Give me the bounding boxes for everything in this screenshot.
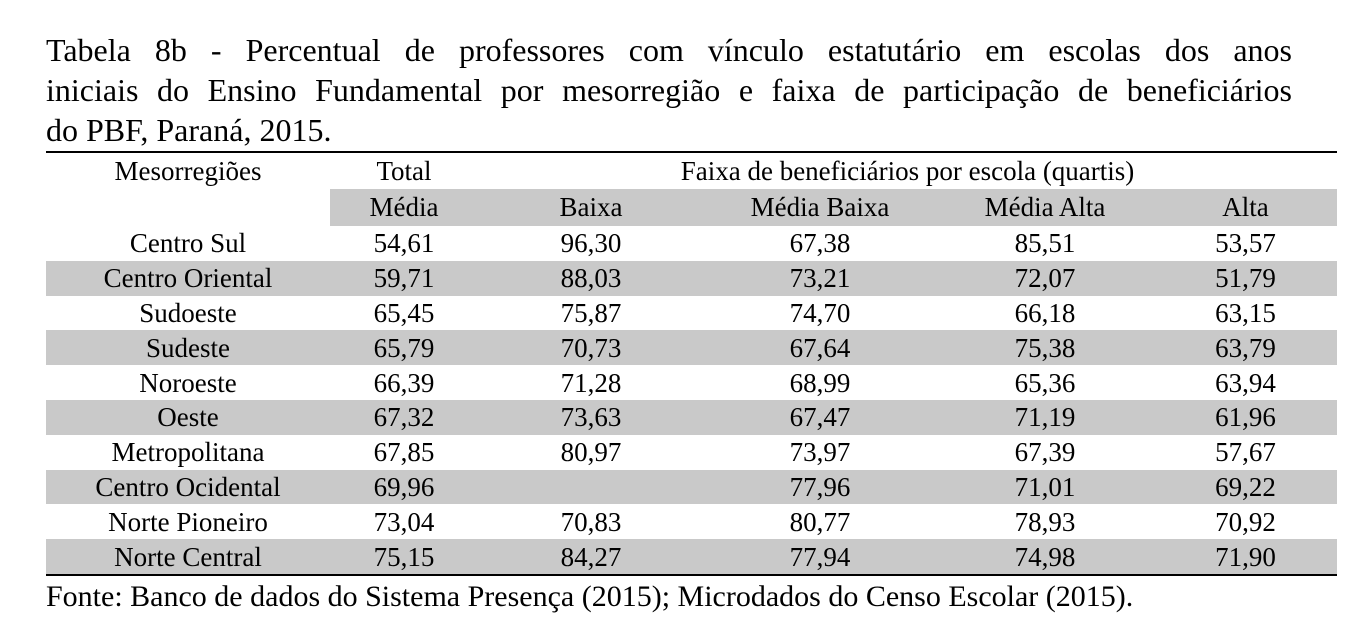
value-cell: 69,96 <box>330 470 478 505</box>
value-cell: 71,19 <box>936 400 1154 435</box>
value-cell: 66,18 <box>1014 297 1076 328</box>
value-cell: 88,03 <box>478 261 704 296</box>
region-cell: Sudoeste <box>139 297 237 328</box>
value-cell: 65,45 <box>373 297 435 328</box>
value-cell: 67,39 <box>1014 437 1076 468</box>
data-table <box>46 151 1337 576</box>
value-cell: 73,04 <box>373 506 435 537</box>
value-cell: 65,36 <box>1014 367 1076 398</box>
value-cell: 59,71 <box>330 261 478 296</box>
value-cell: 80,77 <box>789 506 851 537</box>
caption-line-1: Tabela 8b - Percentual de professores com vínculo estatutário em escolas dos anos <box>46 32 1292 68</box>
region-cell: Noroeste <box>139 367 237 398</box>
value-cell: 71,01 <box>936 470 1154 505</box>
value-cell: 75,38 <box>936 330 1154 365</box>
table-row <box>46 400 1337 435</box>
value-cell: 70,92 <box>1215 506 1276 537</box>
value-cell <box>478 470 704 505</box>
value-cell: 73,97 <box>789 437 851 468</box>
value-cell: 66,39 <box>373 367 435 398</box>
value-cell: 69,22 <box>1154 470 1337 505</box>
value-cell: 74,98 <box>936 539 1154 575</box>
value-cell: 73,21 <box>704 261 936 296</box>
value-cell: 67,38 <box>789 228 851 259</box>
value-cell: 84,27 <box>478 539 704 575</box>
header-row-sub <box>46 189 1337 226</box>
value-cell: 96,30 <box>560 228 622 259</box>
value-cell: 75,15 <box>330 539 478 575</box>
value-cell: 54,61 <box>373 228 435 259</box>
region-cell: Norte Central <box>46 539 330 575</box>
table-row <box>46 296 1337 331</box>
subheader-media-alta: Média Alta <box>936 189 1154 226</box>
value-cell: 57,67 <box>1215 437 1276 468</box>
value-cell: 71,90 <box>1154 539 1337 575</box>
region-cell: Oeste <box>46 400 330 435</box>
value-cell: 71,28 <box>560 367 622 398</box>
value-cell: 67,32 <box>330 400 478 435</box>
caption-line-3: do PBF, Paraná, 2015. <box>46 112 332 148</box>
value-cell: 67,64 <box>704 330 936 365</box>
value-cell: 80,97 <box>560 437 622 468</box>
value-cell: 72,07 <box>936 261 1154 296</box>
value-cell: 70,73 <box>478 330 704 365</box>
value-cell: 65,79 <box>330 330 478 365</box>
table-row <box>46 226 1337 261</box>
header-mesorregioes: Mesorregiões <box>46 152 330 189</box>
header-row-top <box>46 152 1337 189</box>
subheader-media-baixa: Média Baixa <box>704 189 936 226</box>
value-cell: 75,87 <box>560 297 622 328</box>
source-note: Fonte: Banco de dados do Sistema Presença (2015); Microdados do Censo Escolar (2015). <box>46 580 1134 613</box>
table-row <box>46 330 1337 365</box>
region-cell: Centro Ocidental <box>46 470 330 505</box>
header-faixa: Faixa de beneficiários por escola (quartis) <box>478 152 1337 189</box>
value-cell: 85,51 <box>1014 228 1076 259</box>
value-cell: 61,96 <box>1154 400 1337 435</box>
region-cell: Centro Sul <box>129 228 247 259</box>
caption-line-2: iniciais do Ensino Fundamental por mesorregião e faixa de participação de beneficiários <box>46 72 1292 108</box>
region-cell: Centro Oriental <box>46 261 330 296</box>
subheader-media: Média <box>330 189 478 226</box>
region-cell: Metropolitana <box>111 437 265 468</box>
table-row <box>46 539 1337 575</box>
value-cell: 51,79 <box>1154 261 1337 296</box>
header-empty-cell <box>46 189 330 226</box>
value-cell: 70,83 <box>560 506 622 537</box>
subheader-baixa: Baixa <box>478 189 704 226</box>
table-row <box>46 435 1337 470</box>
value-cell: 73,63 <box>478 400 704 435</box>
table-row <box>46 504 1337 539</box>
value-cell: 63,79 <box>1154 330 1337 365</box>
value-cell: 63,15 <box>1215 297 1276 328</box>
table-row <box>46 261 1337 296</box>
table-caption <box>46 30 1292 150</box>
value-cell: 77,96 <box>704 470 936 505</box>
value-cell: 53,57 <box>1215 228 1276 259</box>
subheader-alta: Alta <box>1154 189 1337 226</box>
value-cell: 74,70 <box>789 297 851 328</box>
table-row <box>46 470 1337 505</box>
value-cell: 63,94 <box>1215 367 1276 398</box>
value-cell: 67,47 <box>704 400 936 435</box>
table-row <box>46 365 1337 400</box>
value-cell: 78,93 <box>1014 506 1076 537</box>
value-cell: 68,99 <box>789 367 851 398</box>
header-total: Total <box>330 152 478 189</box>
region-cell: Norte Pioneiro <box>108 506 268 537</box>
value-cell: 67,85 <box>373 437 435 468</box>
region-cell: Sudeste <box>46 330 330 365</box>
value-cell: 77,94 <box>704 539 936 575</box>
data-table-container <box>46 151 1337 576</box>
